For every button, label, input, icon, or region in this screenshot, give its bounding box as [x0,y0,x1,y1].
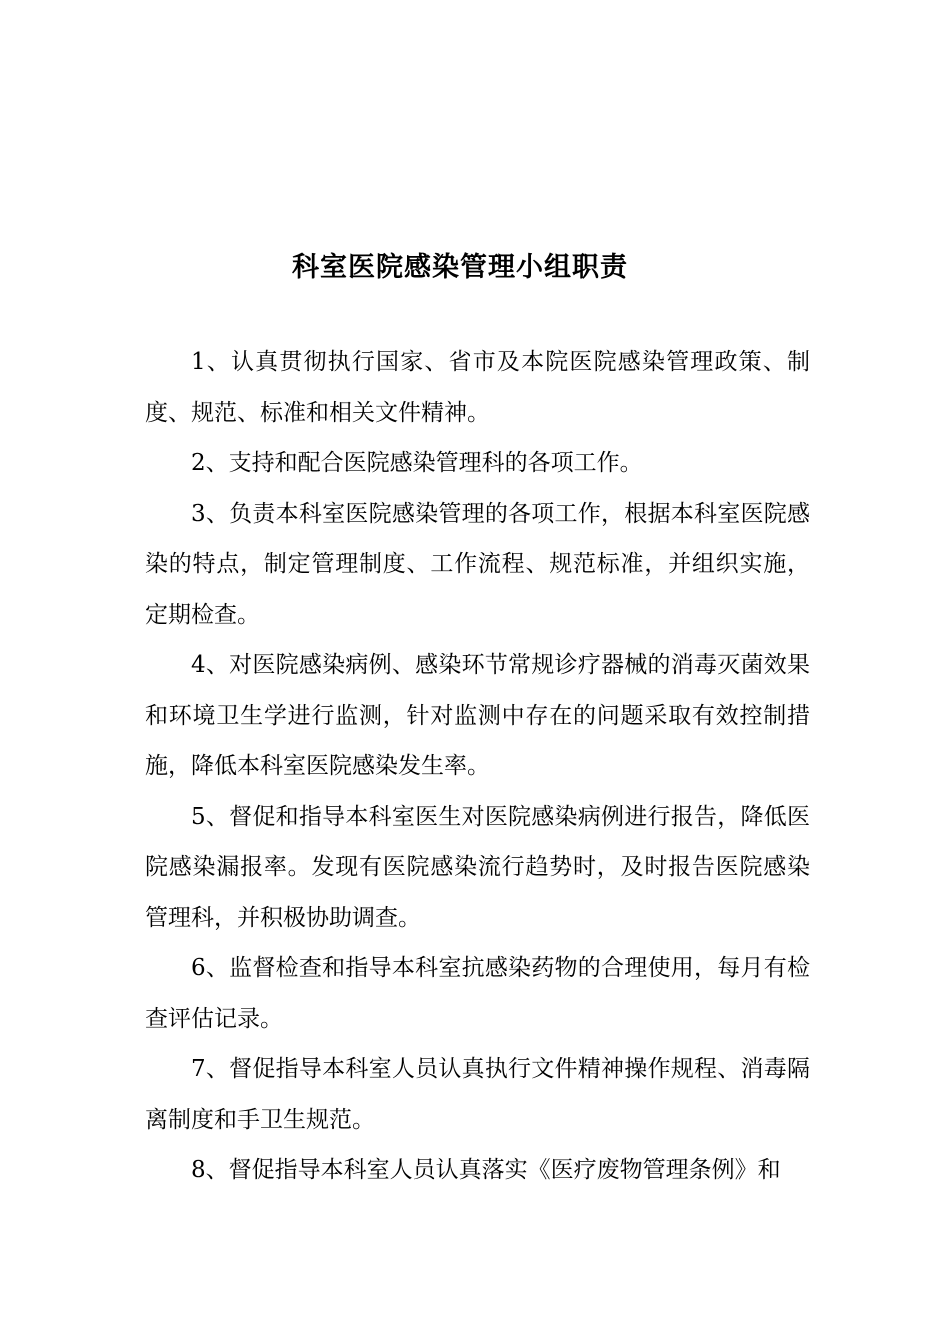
paragraph-7: 7、督促指导本科室人员认真执行文件精神操作规程、消毒隔离制度和手卫生规范。 [145,1056,810,1133]
paragraph-2: 2、支持和配合医院感染管理科的各项工作。 [191,450,643,476]
paragraph-3: 3、负责本科室医院感染管理的各项工作，根据本科室医院感染的特点，制定管理制度、工作流程、规范标准，并组织实施，定期检查。 [145,500,810,628]
paragraph-6: 6、监督检查和指导本科室抗感染药物的合理使用，每月有检查评估记录。 [145,955,810,1032]
paragraph-5: 5、督促和指导本科室医生对医院感染病例进行报告，降低医院感染漏报率。发现有医院感染流行趋势时，及时报告医院感染管理科，并积极协助调查。 [145,803,810,931]
paragraph-1: 1、认真贯彻执行国家、省市及本院医院感染管理政策、制度、规范、标准和相关文件精神。 [145,349,810,426]
paragraph-4: 4、对医院感染病例、感染环节常规诊疗器械的消毒灭菌效果和环境卫生学进行监测，针对监测中存在的问题采取有效控制措施，降低本科室医院感染发生率。 [145,652,810,779]
paragraph-8: 8、督促指导本科室人员认真落实《医疗废物管理条例》和 [191,1157,781,1183]
document-title: 科室医院感染管理小组职责 [292,252,628,283]
document-body [145,337,810,1196]
